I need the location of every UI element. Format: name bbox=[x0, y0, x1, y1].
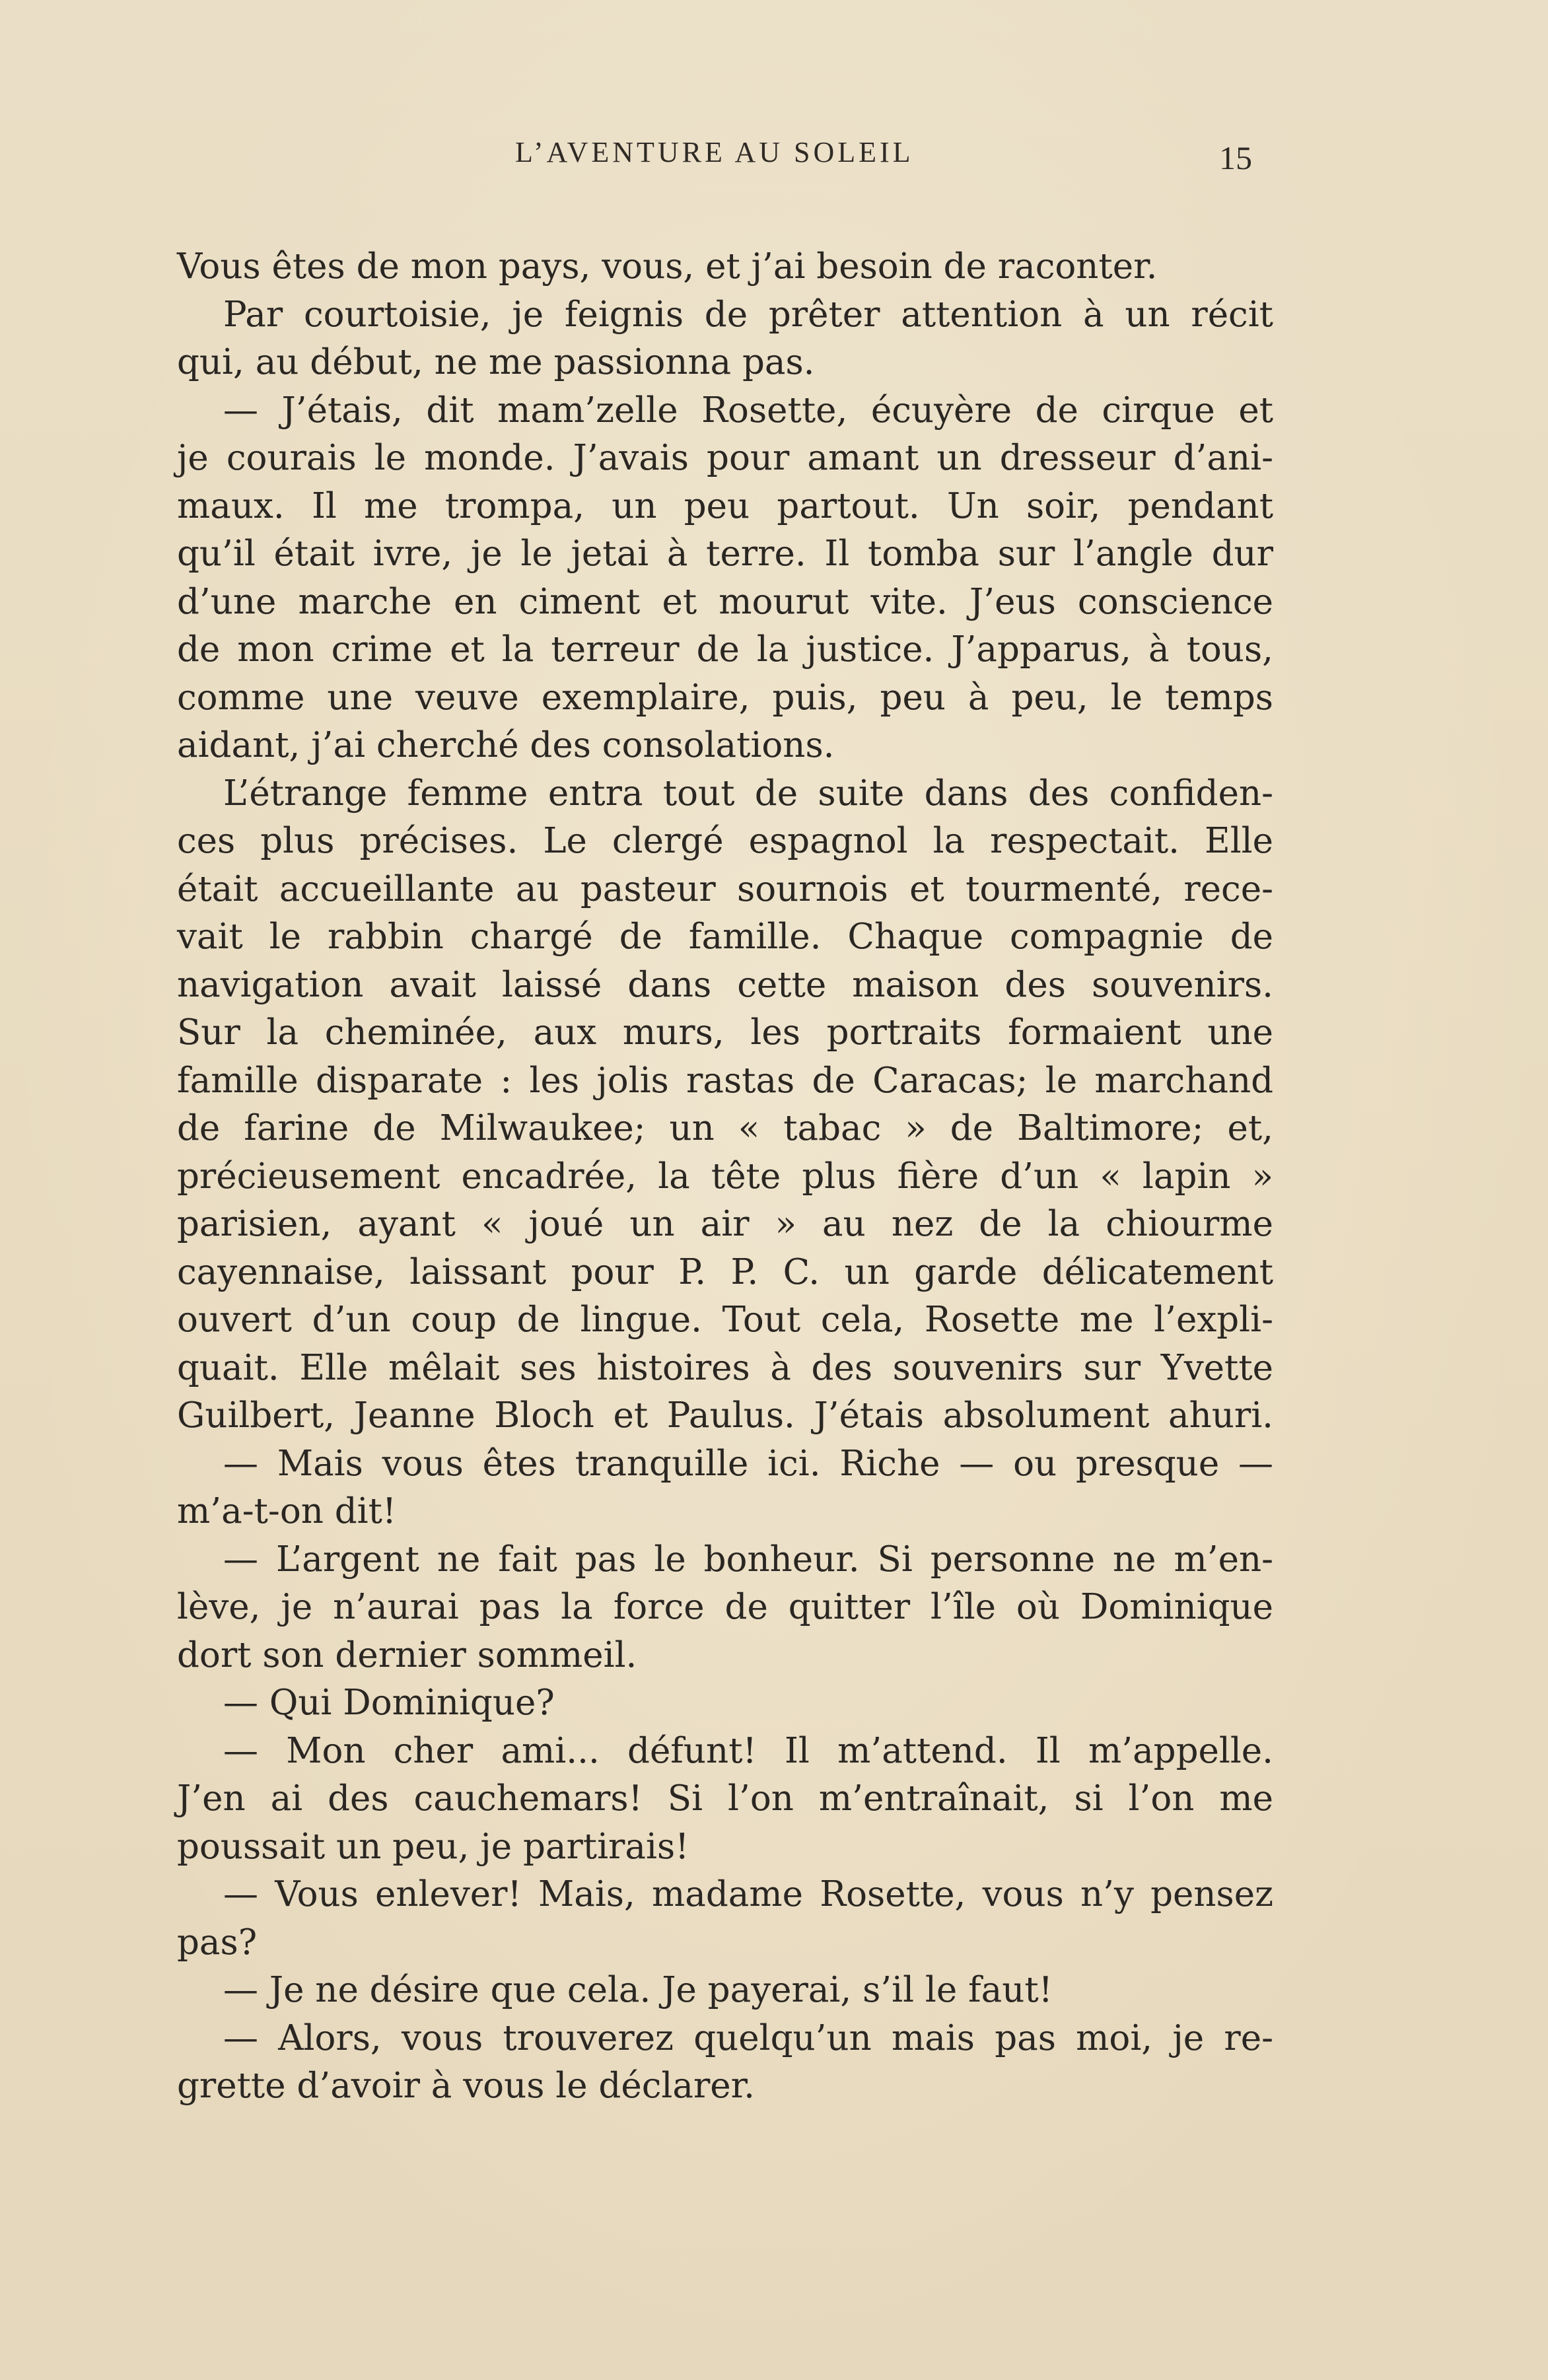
text-line: — Mon cher ami... défunt! Il m’attend. Il m’appelle. bbox=[223, 1730, 1273, 1771]
text-line: ouvert d’un coup de lingue. Tout cela, Rosette me l’expli- bbox=[177, 1300, 1273, 1340]
text-line: aidant, j’ai cherché des consolations. bbox=[177, 725, 835, 765]
text-line: cayennaise, laissant pour P. P. C. un garde délicatement bbox=[177, 1251, 1273, 1292]
text-line: famille disparate : les jolis rastas de Caracas; le marchand bbox=[177, 1060, 1273, 1101]
text-line: était accueillante au pasteur sournois et tourmenté, rece- bbox=[177, 868, 1273, 909]
text-line: dort son dernier sommeil. bbox=[177, 1634, 637, 1675]
text-line: quait. Elle mêlait ses histoires à des souvenirs sur Yvette bbox=[177, 1347, 1273, 1388]
text-line: d’une marche en ciment et mourut vite. J’eus conscience bbox=[177, 581, 1273, 622]
text-line: — Je ne désire que cela. Je payerai, s’il le faut! bbox=[223, 1970, 1053, 2010]
text-line: lève, je n’aurai pas la force de quitter l’île où Dominique bbox=[177, 1587, 1273, 1627]
text-line: qui, au début, ne me passionna pas. bbox=[177, 342, 815, 382]
text-line: — J’étais, dit mam’zelle Rosette, écuyère de cirque et bbox=[223, 390, 1273, 431]
running-title: L’AVENTURE AU SOLEIL bbox=[515, 136, 914, 168]
text-line: je courais le monde. J’avais pour amant un dresseur d’ani- bbox=[177, 438, 1273, 478]
text-line: navigation avait laissé dans cette maison des souvenirs. bbox=[177, 964, 1273, 1005]
text-line: poussait un peu, je partirais! bbox=[177, 1826, 689, 1867]
page-number: 15 bbox=[1219, 139, 1252, 176]
text-line: Par courtoisie, je feignis de prêter attention à un récit bbox=[223, 294, 1273, 335]
text-line: grette d’avoir à vous le déclarer. bbox=[177, 2066, 756, 2106]
text-line: J’en ai des cauchemars! Si l’on m’entraînait, si l’on me bbox=[177, 1778, 1273, 1819]
text-line: — Alors, vous trouverez quelqu’un mais pas moi, je re- bbox=[223, 2017, 1273, 2058]
text-line: L’étrange femme entra tout de suite dans des confiden- bbox=[223, 773, 1273, 814]
text-line: maux. Il me trompa, un peu partout. Un soir, pendant bbox=[177, 485, 1273, 526]
text-line: pas? bbox=[177, 1922, 258, 1963]
text-line: — Vous enlever! Mais, madame Rosette, vous n’y pensez bbox=[223, 1874, 1273, 1914]
text-line: Sur la cheminée, aux murs, les portraits formaient une bbox=[177, 1012, 1273, 1053]
text-line: précieusement encadrée, la tête plus fière d’un « lapin » bbox=[177, 1156, 1273, 1197]
text-line: m’a-t-on dit! bbox=[177, 1491, 397, 1531]
text-line: parisien, ayant « joué un air » au nez de la chiourme bbox=[177, 1204, 1273, 1244]
text-line: Guilbert, Jeanne Bloch et Paulus. J’étais absolument ahuri. bbox=[177, 1395, 1273, 1436]
text-line: — Mais vous êtes tranquille ici. Riche — ou presque — bbox=[223, 1443, 1273, 1484]
text-line: comme une veuve exemplaire, puis, peu à peu, le temps bbox=[177, 677, 1273, 718]
text-line: de farine de Milwaukee; un « tabac » de Baltimore; et, bbox=[177, 1108, 1273, 1148]
text-line: — L’argent ne fait pas le bonheur. Si personne ne m’en- bbox=[223, 1539, 1273, 1580]
text-line: vait le rabbin chargé de famille. Chaque compagnie de bbox=[177, 917, 1273, 957]
text-line: — Qui Dominique? bbox=[223, 1683, 555, 1723]
text-line: de mon crime et la terreur de la justice. J’apparus, à tous, bbox=[177, 629, 1273, 670]
text-line: Vous êtes de mon pays, vous, et j’ai besoin de raconter. bbox=[177, 246, 1158, 287]
body-text bbox=[177, 243, 1273, 2111]
text-line: ces plus précises. Le clergé espagnol la respectait. Elle bbox=[177, 821, 1273, 861]
text-line: qu’il était ivre, je le jetai à terre. Il tomba sur l’angle dur bbox=[177, 534, 1273, 574]
